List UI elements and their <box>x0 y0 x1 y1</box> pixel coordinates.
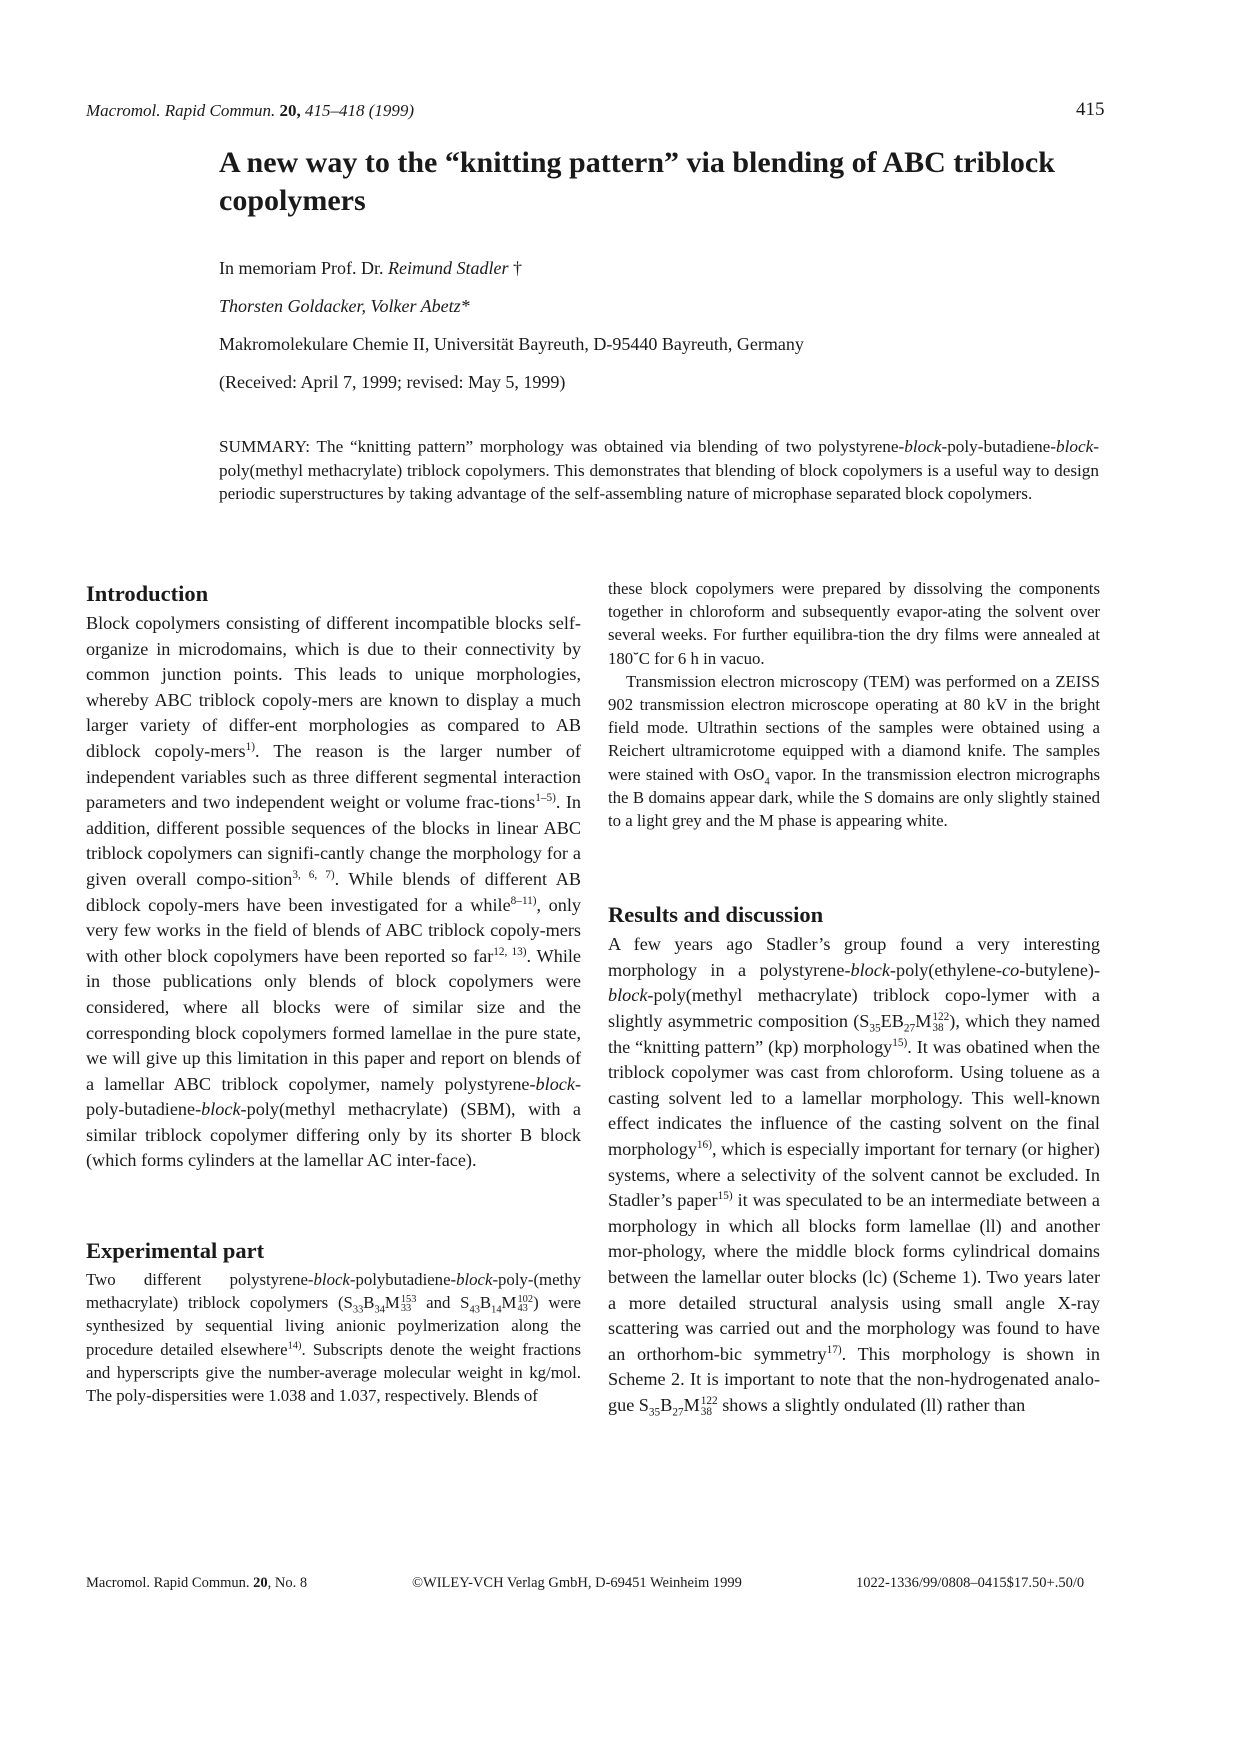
subscript: 35 <box>869 1022 881 1035</box>
body-text: Two different polystyrene- <box>86 1270 314 1290</box>
memoriam-name: Reimund Stadler <box>387 258 509 278</box>
superscript: 122 <box>700 1395 718 1408</box>
italic-text: block <box>608 985 648 1006</box>
footer-publisher: ©WILEY-VCH Verlag GmbH, D-69451 Weinheim 1999 <box>412 1575 742 1591</box>
superscript: 153 <box>400 1293 417 1305</box>
italic-text: block <box>313 1270 350 1290</box>
body-text: . It was obatined when the triblock copolymer was cast from chloroform. Using toluene as a casting solvent led to a lamellar morphology. This well-known effect indicates the influence of the casting solvent on the final morphology <box>608 1036 1100 1159</box>
subscript: 33 <box>400 1303 412 1315</box>
subscript: 43 <box>517 1303 528 1315</box>
formula-stack <box>401 1295 417 1315</box>
body-text: ) were synthesized by sequential living anionic poylmerization along the procedure detailed elsewhere <box>86 1293 581 1359</box>
body-text: Transmission electron microscopy (TEM) was performed on a ZEISS 902 transmission electron microscope operating at 80 kV in the bright field mode. Ultrathin sections of the samples were obtained using a Reichert ultramicrotome equipped with a diamond knife. The samples were stained with OsO <box>608 671 1100 784</box>
journal-volume: 20, <box>279 101 301 120</box>
summary-italic: block <box>904 437 942 456</box>
body-text: . This morphology is shown in Scheme 2. It is important to note that the non-hydrogenated analo-gue S <box>608 1343 1100 1415</box>
subscript: 4 <box>764 775 770 787</box>
article-title: A new way to the “knitting pattern” via blending of ABC triblock copolymers <box>219 146 1055 217</box>
journal-name: Macromol. Rapid Commun. <box>86 101 276 120</box>
body-text: vapor. In the transmission electron micrographs the B domains appear dark, while the S domains are only slightly stained to a light grey and the M phase is appearing white. <box>608 764 1100 831</box>
formula-letter: M <box>915 1011 932 1032</box>
body-text: ), which they named the “knitting pattern” (kp) morphology <box>608 1011 1100 1057</box>
memoriam-prefix: In memoriam Prof. Dr. <box>219 258 384 278</box>
subscript: 34 <box>374 1304 385 1316</box>
results-heading: Results and discussion <box>608 902 824 928</box>
citation-ref: 3, 6, 7) <box>292 868 335 881</box>
formula-letter: M <box>384 1293 400 1313</box>
italic-text: co <box>1002 959 1020 980</box>
summary-text: SUMMARY: The “knitting pattern” morphology was obtained via blending of two polystyrene- <box>219 437 905 456</box>
results-paragraph <box>608 932 1100 1418</box>
experimental-heading: Experimental part <box>86 1238 265 1264</box>
body-text: shows a slightly ondulated (ll) rather than <box>717 1394 1026 1415</box>
summary-abstract <box>219 435 1099 506</box>
running-header <box>86 101 414 121</box>
formula-stack <box>701 1396 718 1417</box>
body-text: . The reason is the larger number of independent variables such as three different segmental interaction parameters and two independent weight or volume frac-tions <box>86 740 581 813</box>
citation-ref: 15) <box>717 1190 733 1203</box>
footer-journal <box>86 1575 307 1592</box>
formula-letter: M <box>683 1394 700 1415</box>
body-text: -butylene)- <box>1019 959 1100 980</box>
formula-letter: EB <box>880 1011 904 1032</box>
subscript: 33 <box>352 1304 364 1316</box>
subscript: 27 <box>903 1022 916 1035</box>
italic-text: block <box>535 1073 575 1094</box>
citation-ref: 12, 13) <box>493 945 527 958</box>
summary-text: -poly-butadiene- <box>941 437 1057 456</box>
subscript: 27 <box>672 1406 684 1419</box>
citation-ref: 16) <box>696 1138 712 1151</box>
formula-letter: B <box>660 1394 673 1415</box>
footer-issue: , No. 8 <box>267 1575 308 1591</box>
summary-italic: block <box>1056 437 1094 456</box>
citation-ref: 15) <box>892 1036 908 1049</box>
body-text: , only very few works in the field of blends of ABC triblock copoly-mers with other block copolymers have been reported so far <box>86 894 581 966</box>
body-text: and <box>416 1293 461 1313</box>
body-text: . Subscripts denote the weight fractions and hyperscripts give the number-average molecular weight in kg/mol. The poly-dispersities were 1.038 and 1.037, respectively. Blends of <box>86 1339 581 1406</box>
left-column <box>86 577 581 1407</box>
citation-ref: 1–5) <box>535 792 556 805</box>
superscript: 122 <box>932 1011 950 1024</box>
memoriam-mark: † <box>512 258 522 278</box>
body-text: . While in those publications only blends of block copolymers were considered, where all blocks were of similar size and the corresponding block copolymers formed lamellae in the pure state, we will give up this limitation in this paper and report on blends of a lamellar ABC triblock copolymer, namely polystyrene- <box>86 945 581 1094</box>
author-list: Thorsten Goldacker, Volker Abetz* <box>219 296 470 316</box>
superscript: 102 <box>517 1293 534 1305</box>
citation-ref: 8–11) <box>510 894 537 907</box>
body-text: . In addition, different possible sequences of the blocks in linear ABC triblock copolymers can signifi-cantly change the morphology for a given overall compo-sition <box>86 792 581 889</box>
experimental-paragraph: Two different polystyrene-block-polybutadiene-block-poly-(methy methacrylate) triblock copolymers ($S_{33}B_{34}M$ 153 33 and $S_{43}B_{14}M$ 102 43 ) were synthesized by sequential living anionic poylmerization along the procedure detailed elsewhere$^{14)}$. Subscripts denote the weight fractions and hyperscripts give the number-average molecular weight in kg/mol. The poly-dispersities were 1.038 and 1.037, respectively. Blends of <box>86 1270 581 1406</box>
italic-text: block <box>201 1099 241 1120</box>
body-text: -poly(ethylene- <box>889 959 1003 980</box>
right-column <box>608 577 1100 1419</box>
body-text: A few years ago Stadler’s group found a very interesting morphology in a polystyrene- <box>608 934 1100 980</box>
citation-ref: 14) <box>287 1340 302 1352</box>
page-number: 415 <box>1076 99 1105 120</box>
subscript: 14 <box>491 1304 502 1316</box>
body-text: -poly-(methy methacrylate) triblock copolymers (S <box>86 1270 581 1313</box>
body-text: -poly(methyl methacrylate) (SBM), with a similar triblock copolymer differing only by its shorter B block (which forms cylinders at the lamellar AC inter-face). <box>86 1099 581 1171</box>
introduction-paragraph <box>86 611 581 1174</box>
subscript: 38 <box>700 1405 713 1418</box>
memoriam-line <box>219 258 1119 279</box>
italic-text: block <box>850 959 890 980</box>
introduction-heading: Introduction <box>86 581 209 606</box>
affiliation: Makromolekulare Chemie II, Universität Bayreuth, D-95440 Bayreuth, Germany <box>219 334 804 354</box>
body-text: -poly(methyl methacrylate) triblock copo-lymer with a slightly asymmetric composition (S <box>608 985 1100 1032</box>
body-text: Block copolymers consisting of different incompatible blocks self-organize in microdomains, which is due to their connectivity by common junction points. This leads to unique morphologies, whereby ABC triblock copoly-mers are known to display a much larger variety of differ-ent morphologies as compared to AB diblock copoly-mers <box>86 613 581 761</box>
italic-text: block <box>456 1270 493 1290</box>
journal-pages-year: 415–418 (1999) <box>304 101 415 120</box>
body-text: it was speculated to be an intermediate between a morphology in which all blocks form lamellae (ll) and another mor-phology, where the middle block forms cylindrical domains between the lamellar outer blocks (lc) (Scheme 1). Two years later a more detailed structural analysis using small angle X-ray scattering was carried out and the morphology was found to have an orthorhom-bic symmetry <box>608 1190 1100 1364</box>
subscript: 43 <box>469 1304 480 1316</box>
footer-code: 1022-1336/99/0808–0415$17.50+.50/0 <box>856 1575 1085 1591</box>
formula-letter: B <box>479 1293 492 1313</box>
body-text: -polybutadiene- <box>349 1270 457 1290</box>
formula-letter: M <box>501 1293 517 1313</box>
body-text: , which is especially important for ternary (or higher) systems, where a selectivity of the solvent cannot be excluded. In Stadler’s paper <box>608 1138 1100 1211</box>
citation-ref: 17) <box>826 1343 842 1356</box>
formula-letter: B <box>363 1293 375 1313</box>
body-text: -poly-butadiene- <box>86 1073 581 1120</box>
footer-journal-name: Macromol. Rapid Commun. <box>86 1575 250 1591</box>
footer-volume: 20 <box>253 1575 268 1591</box>
received-dates: (Received: April 7, 1999; revised: May 5, 1999) <box>219 372 566 392</box>
subscript: 35 <box>648 1406 661 1419</box>
formula-stack <box>932 1012 949 1033</box>
subscript: 38 <box>932 1021 944 1034</box>
tem-paragraph <box>608 670 1100 832</box>
summary-text: -poly(methyl methacrylate) triblock copolymers. This demonstrates that blending of block copolymers is a useful way to design periodic superstructures by taking advantage of the self-assembling nature of microphase separated block copolymers. <box>219 437 1099 503</box>
formula-stack <box>517 1295 533 1315</box>
citation-ref: 1) <box>245 740 255 753</box>
body-text: . While blends of different AB diblock copoly-mers have been investigated for a while <box>86 868 582 915</box>
experimental-continued: these block copolymers were prepared by dissolving the components together in chloroform and subsequently evapor-ating the solvent over several weeks. For further equilibra-tion the dry films were annealed at 180˘C for 6 h in vacuo. <box>608 579 1100 668</box>
